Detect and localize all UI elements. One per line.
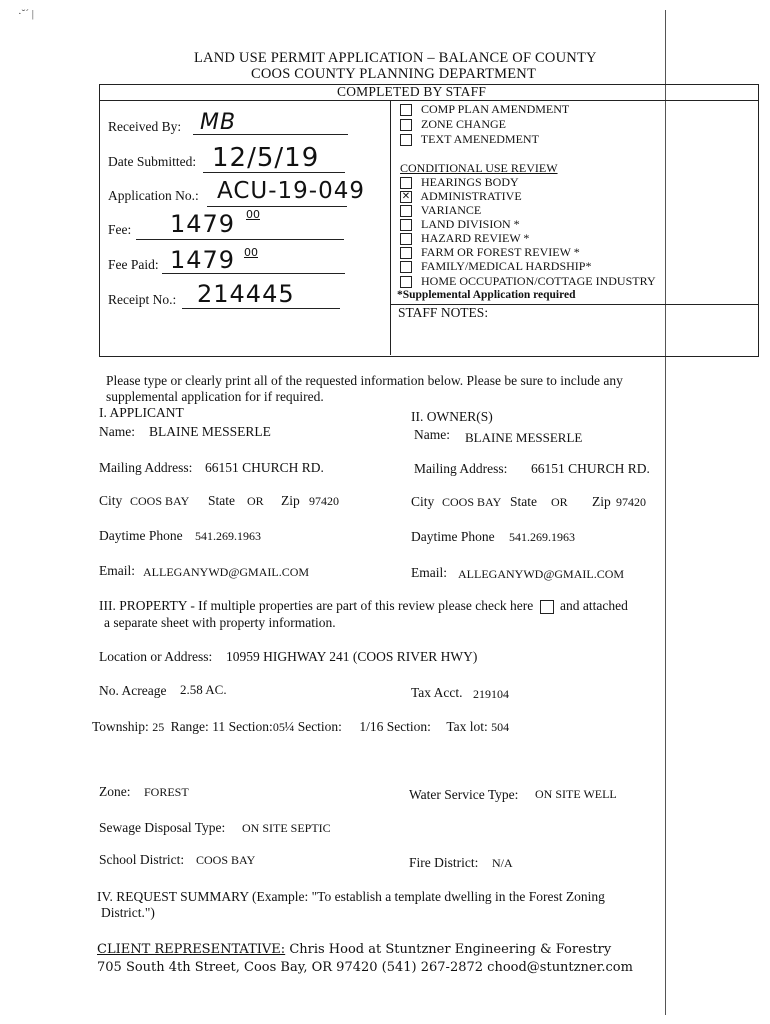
check-farm-forest-review[interactable] xyxy=(400,245,580,259)
section-label: Section: xyxy=(228,719,273,734)
applicant-email-value[interactable]: ALLEGANYWD@GMAIL.COM xyxy=(143,565,310,579)
sixteenth-section-label: 1/16 Section: xyxy=(359,719,431,734)
applicant-zip-value[interactable]: 97420 xyxy=(309,494,339,508)
instructions-line1: Please type or clearly print all of the requested information below. Please be sure to include any xyxy=(106,373,623,388)
tax-lot-value[interactable]: 504 xyxy=(491,720,510,734)
quarter-section-label: ¼ Section: xyxy=(284,719,342,734)
scan-mark: ·ˇ´ | xyxy=(18,8,34,20)
check-label: VARIANCE xyxy=(420,203,482,217)
applicant-state-label: State xyxy=(208,493,235,508)
check-land-division[interactable] xyxy=(400,217,520,231)
section-value[interactable]: 05 xyxy=(272,720,285,734)
checkbox-home-occupation[interactable] xyxy=(400,276,412,288)
owner-state-value[interactable]: OR xyxy=(551,495,568,509)
fire-district-value[interactable]: N/A xyxy=(492,856,513,870)
zone-label: Zone: xyxy=(99,784,131,799)
zone-value[interactable]: FOREST xyxy=(144,785,189,799)
receipt-no-value[interactable]: 214445 xyxy=(197,280,295,308)
check-home-occupation[interactable] xyxy=(400,274,656,288)
owner-email-value[interactable]: ALLEGANYWD@GMAIL.COM xyxy=(458,567,625,581)
tax-acct-value[interactable]: 219104 xyxy=(473,687,509,701)
department-title: COOS COUNTY PLANNING DEPARTMENT xyxy=(251,66,537,82)
owner-mailing-value[interactable]: 66151 CHURCH RD. xyxy=(531,461,650,476)
acreage-value[interactable]: 2.58 AC. xyxy=(180,682,227,697)
checkbox-hazard-review[interactable] xyxy=(400,233,412,245)
check-label: HAZARD REVIEW * xyxy=(421,231,530,245)
check-label: HEARINGS BODY xyxy=(421,175,519,189)
owner-zip-label: Zip xyxy=(592,494,611,509)
checkbox-zone-change[interactable] xyxy=(400,119,412,131)
school-district-label: School District: xyxy=(99,852,185,867)
township-label: Township: xyxy=(92,719,149,734)
applicant-city-value[interactable]: COOS BAY xyxy=(130,494,190,508)
township-row xyxy=(92,719,509,735)
water-service-label: Water Service Type: xyxy=(409,787,519,802)
check-label: LAND DIVISION * xyxy=(421,217,520,231)
tax-acct-label: Tax Acct. xyxy=(411,685,463,700)
applicant-phone-label: Daytime Phone xyxy=(99,528,183,543)
owner-name-value[interactable]: BLAINE MESSERLE xyxy=(465,430,583,445)
application-no-label: Application No.: xyxy=(108,188,199,203)
owner-phone-value[interactable]: 541.269.1963 xyxy=(509,530,575,544)
tax-lot-label: Tax lot: xyxy=(446,719,488,734)
checkbox-text-amendment[interactable] xyxy=(400,134,412,146)
range-label: Range: xyxy=(170,719,209,734)
location-label: Location or Address: xyxy=(99,649,213,664)
sewage-value[interactable]: ON SITE SEPTIC xyxy=(242,821,331,835)
checkbox-administrative-checked[interactable]: ✕ xyxy=(401,191,411,203)
staff-bar-divider xyxy=(99,100,758,101)
applicant-name-label: Name: xyxy=(99,424,135,439)
owner-email-label: Email: xyxy=(411,565,447,580)
owner-city-label: City xyxy=(411,494,435,509)
instructions-line2: supplemental application for if required. xyxy=(106,389,324,404)
township-value[interactable]: 25 xyxy=(152,720,165,734)
owner-heading: II. OWNER(S) xyxy=(411,409,493,424)
check-label: COMP PLAN AMENDMENT xyxy=(421,102,570,116)
staff-bar-label: COMPLETED BY STAFF xyxy=(337,84,487,99)
application-no-line xyxy=(207,206,347,207)
supplemental-note: *Supplemental Application required xyxy=(397,289,576,301)
staff-notes-label: STAFF NOTES: xyxy=(398,305,489,320)
check-hazard-review[interactable] xyxy=(400,231,529,245)
check-text-amendment[interactable] xyxy=(400,132,539,146)
fee-cents: 00 xyxy=(246,208,260,221)
check-label: ADMINISTRATIVE xyxy=(420,189,522,203)
client-rep-label: CLIENT REPRESENTATIVE: xyxy=(97,942,286,957)
fee-paid-value[interactable]: 1479 xyxy=(170,246,236,274)
fire-district-label: Fire District: xyxy=(409,855,479,870)
check-label: FAMILY/MEDICAL HARDSHIP* xyxy=(421,259,592,273)
receipt-no-line xyxy=(182,308,340,309)
date-submitted-value[interactable]: 12/5/19 xyxy=(212,143,320,173)
applicant-phone-value[interactable]: 541.269.1963 xyxy=(195,529,261,543)
owner-state-label: State xyxy=(510,494,537,509)
request-summary-line2: District.") xyxy=(101,905,155,920)
request-summary-line1: IV. REQUEST SUMMARY (Example: "To establish a template dwelling in the Forest Zoning xyxy=(97,889,605,904)
property-heading-text: III. PROPERTY - If multiple properties are part of this review please check here xyxy=(99,598,534,613)
check-label: ZONE CHANGE xyxy=(421,117,506,131)
property-heading-text-b: and attached xyxy=(560,598,628,613)
date-submitted-label: Date Submitted: xyxy=(108,154,197,169)
check-administrative[interactable] xyxy=(400,189,522,203)
water-service-value[interactable]: ON SITE WELL xyxy=(535,787,617,801)
received-by-label: Received By: xyxy=(108,119,182,134)
owner-mailing-label: Mailing Address: xyxy=(414,461,508,476)
applicant-name-value[interactable]: BLAINE MESSERLE xyxy=(149,424,271,439)
applicant-state-value[interactable]: OR xyxy=(247,494,264,508)
property-heading-line2: a separate sheet with property information. xyxy=(104,615,336,630)
checkbox-farm-forest[interactable] xyxy=(400,247,412,259)
client-rep-text: Chris Hood at Stuntzner Engineering & Forestry xyxy=(289,942,612,957)
range-value[interactable]: 11 xyxy=(212,719,226,734)
fee-line xyxy=(136,239,344,240)
acreage-label: No. Acreage xyxy=(99,683,167,698)
applicant-city-label: City xyxy=(99,493,123,508)
check-label: HOME OCCUPATION/COTTAGE INDUSTRY xyxy=(421,274,656,288)
checkbox-variance[interactable] xyxy=(400,205,412,217)
application-no-value[interactable]: ACU-19-049 xyxy=(217,178,365,204)
received-by-value[interactable]: MB xyxy=(200,110,237,135)
owner-name-label: Name: xyxy=(414,427,450,442)
checkbox-hearings-body[interactable] xyxy=(400,177,412,189)
applicant-mailing-label: Mailing Address: xyxy=(99,460,193,475)
applicant-heading: I. APPLICANT xyxy=(99,405,184,420)
check-zone-change[interactable] xyxy=(400,117,506,131)
owner-phone-label: Daytime Phone xyxy=(411,529,495,544)
form-title: LAND USE PERMIT APPLICATION – BALANCE OF COUNTY xyxy=(194,50,597,66)
conditional-use-heading: CONDITIONAL USE REVIEW xyxy=(400,161,558,175)
checkbox-land-division[interactable] xyxy=(400,219,412,231)
check-comp-plan-amendment[interactable] xyxy=(400,102,569,116)
checkbox-comp-plan[interactable] xyxy=(400,104,412,116)
applicant-email-label: Email: xyxy=(99,563,135,578)
sewage-label: Sewage Disposal Type: xyxy=(99,820,226,835)
fee-label: Fee: xyxy=(108,222,132,237)
multiple-properties-checkbox[interactable] xyxy=(540,600,554,614)
fee-value[interactable]: 1479 xyxy=(170,210,236,238)
fee-paid-cents: 00 xyxy=(244,246,258,259)
owner-city-value[interactable]: COOS BAY xyxy=(442,495,502,509)
check-label: FARM OR FOREST REVIEW * xyxy=(421,245,580,259)
applicant-zip-label: Zip xyxy=(281,493,300,508)
fee-paid-label: Fee Paid: xyxy=(108,257,159,272)
client-rep-address: 705 South 4th Street, Coos Bay, OR 97420 (541) 267-2872 chood@stuntzner.com xyxy=(97,960,633,975)
check-variance[interactable] xyxy=(400,203,481,217)
property-heading xyxy=(99,598,628,614)
check-hearings-body[interactable] xyxy=(400,175,519,189)
checkbox-family-medical[interactable] xyxy=(400,261,412,273)
client-rep-line xyxy=(97,942,611,957)
location-value[interactable]: 10959 HIGHWAY 241 (COOS RIVER HWY) xyxy=(226,649,478,664)
check-family-medical-hardship[interactable] xyxy=(400,259,591,273)
owner-zip-value[interactable]: 97420 xyxy=(616,495,646,509)
school-district-value[interactable]: COOS BAY xyxy=(196,853,256,867)
staff-box-vertical-divider xyxy=(390,100,391,355)
check-label: TEXT AMENEDMENT xyxy=(420,132,539,146)
applicant-mailing-value[interactable]: 66151 CHURCH RD. xyxy=(205,460,324,475)
receipt-no-label: Receipt No.: xyxy=(108,292,177,307)
